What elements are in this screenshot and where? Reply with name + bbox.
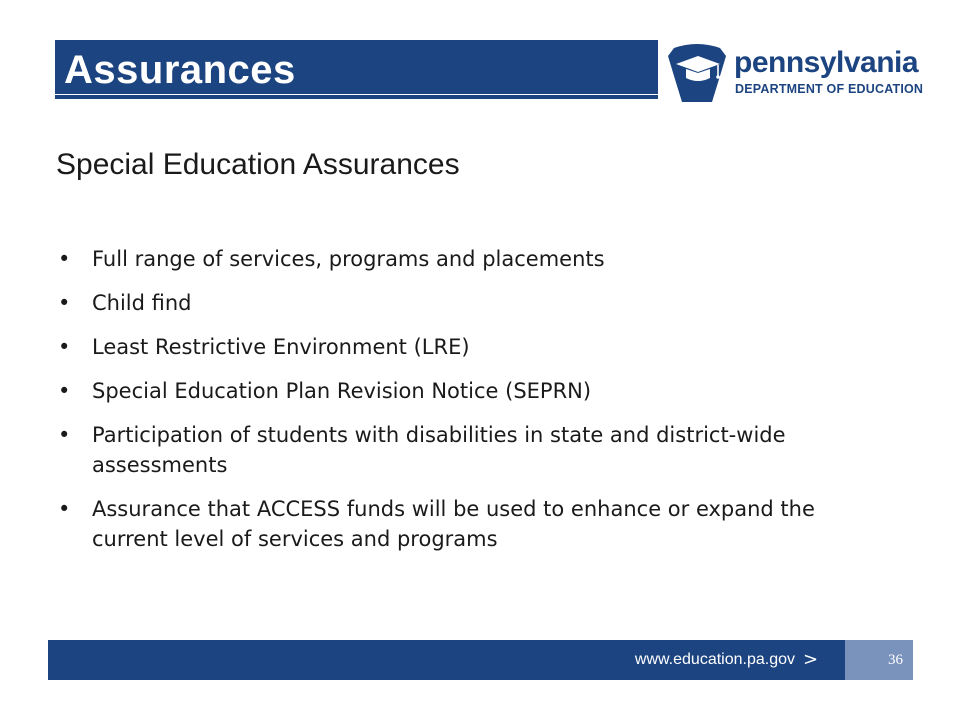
bullet-text: Least Restrictive Environment (LRE) — [92, 335, 470, 359]
bullet-item — [56, 288, 896, 318]
bullet-dot: • — [58, 291, 71, 315]
keystone-mortarboard-icon — [668, 42, 726, 104]
bullet-text: Participation of students with disabilities in state and district-wide assessments — [92, 423, 786, 477]
bullet-dot: • — [58, 379, 71, 403]
logo-name: pennsylvania — [734, 46, 919, 79]
bullet-list — [56, 244, 896, 568]
bullet-dot: • — [58, 247, 71, 271]
bullet-dot: • — [58, 423, 71, 447]
bullet-dot: • — [58, 497, 71, 521]
logo-department: DEPARTMENT OF EDUCATION — [735, 82, 924, 96]
pa-education-logo — [664, 42, 924, 108]
chevron-right-icon: > — [803, 649, 819, 670]
title-underline — [55, 95, 658, 99]
bullet-text: Child find — [92, 291, 192, 315]
slide-subtitle: Special Education Assurances — [56, 148, 460, 181]
bullet-text: Special Education Plan Revision Notice (SEPRN) — [92, 379, 592, 403]
slide-title: Assurances — [64, 48, 296, 92]
bullet-item — [56, 420, 896, 480]
page-number: 36 — [888, 652, 903, 668]
bullet-item — [56, 332, 896, 362]
page-number-box — [845, 640, 913, 680]
bullet-item — [56, 244, 896, 274]
bullet-dot: • — [58, 335, 71, 359]
footer-bar — [48, 640, 913, 680]
bullet-item — [56, 376, 896, 406]
bullet-text: Assurance that ACCESS funds will be used to enhance or expand the current level of services and programs — [92, 497, 815, 551]
bullet-text: Full range of services, programs and placements — [92, 247, 605, 271]
bullet-item — [56, 494, 896, 554]
footer-url-link[interactable]: www.education.pa.gov — [634, 651, 795, 668]
